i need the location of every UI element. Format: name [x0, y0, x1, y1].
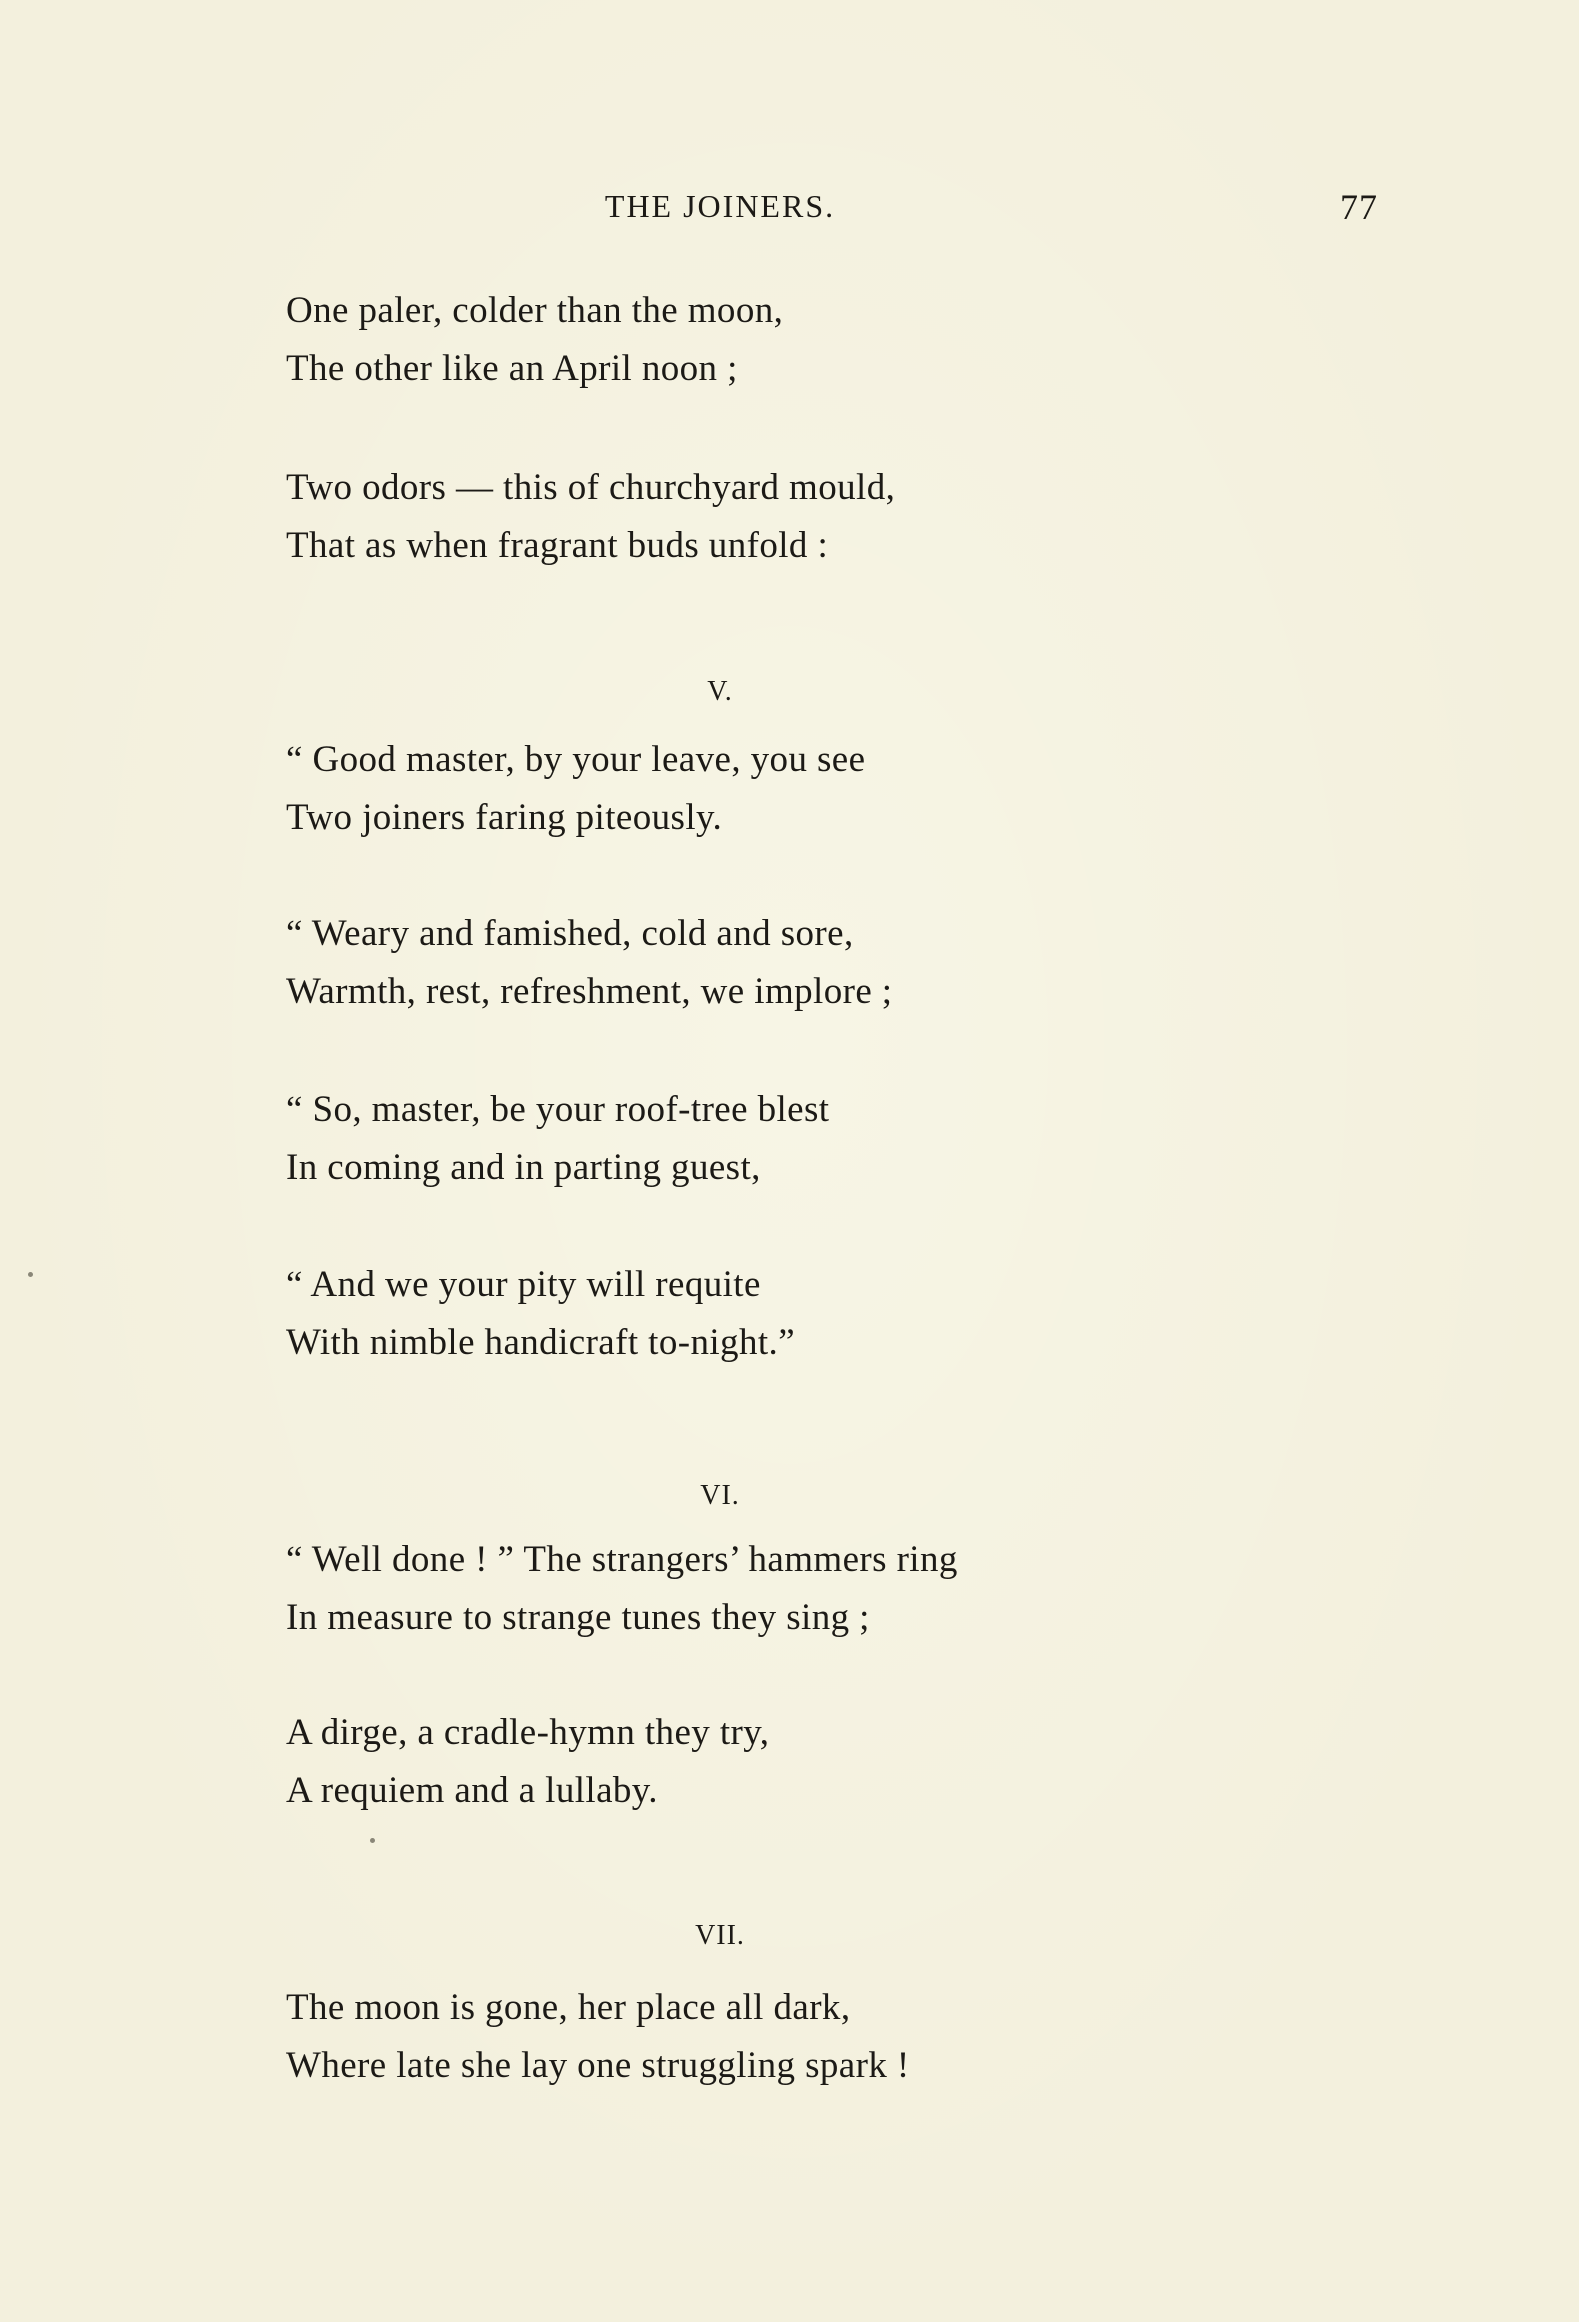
stanza [286, 1704, 769, 1820]
verse-line: A dirge, a cradle-hymn they try, [286, 1712, 770, 1753]
stanza [286, 1256, 795, 1372]
verse-line: A requiem and a lullaby. [286, 1770, 658, 1811]
stanza [286, 1531, 958, 1647]
verse-line: “ Well done ! ” The strangers’ hammers ring [286, 1539, 958, 1580]
verse-line: “ Weary and famished, cold and sore, [286, 913, 854, 954]
stanza [286, 731, 865, 847]
verse-line: That as when fragrant buds unfold : [286, 525, 829, 566]
verse-line: In measure to strange tunes they sing ; [286, 1597, 870, 1638]
verse-line: The other like an April noon ; [286, 348, 738, 389]
verse-line: Two joiners faring piteously. [286, 797, 723, 838]
running-head: THE JOINERS. [604, 188, 836, 224]
paper-speck [370, 1838, 375, 1843]
stanza [286, 282, 783, 398]
verse-line: In coming and in parting guest, [286, 1147, 761, 1188]
paper-speck [28, 1272, 33, 1277]
stanza [286, 1081, 829, 1197]
verse-line: “ So, master, be your roof-tree blest [286, 1089, 830, 1130]
section-numeral: V. [707, 676, 733, 707]
verse-line: “ And we your pity will requite [286, 1264, 761, 1305]
verse-line: The moon is gone, her place all dark, [286, 1987, 851, 2028]
stanza [286, 905, 892, 1021]
section-numeral: VII. [695, 1920, 745, 1951]
verse-line: Where late she lay one struggling spark ! [286, 2045, 910, 2086]
verse-line: “ Good master, by your leave, you see [286, 739, 866, 780]
verse-line: With nimble handicraft to-night.” [286, 1322, 796, 1363]
section-numeral: VI. [700, 1480, 740, 1511]
verse-line: Warmth, rest, refreshment, we implore ; [286, 971, 893, 1012]
stanza [286, 459, 895, 575]
verse-line: One paler, colder than the moon, [286, 290, 784, 331]
verse-line: Two odors — this of churchyard mould, [286, 467, 896, 508]
stanza [286, 1979, 910, 2095]
page-number: 77 [1340, 187, 1378, 227]
